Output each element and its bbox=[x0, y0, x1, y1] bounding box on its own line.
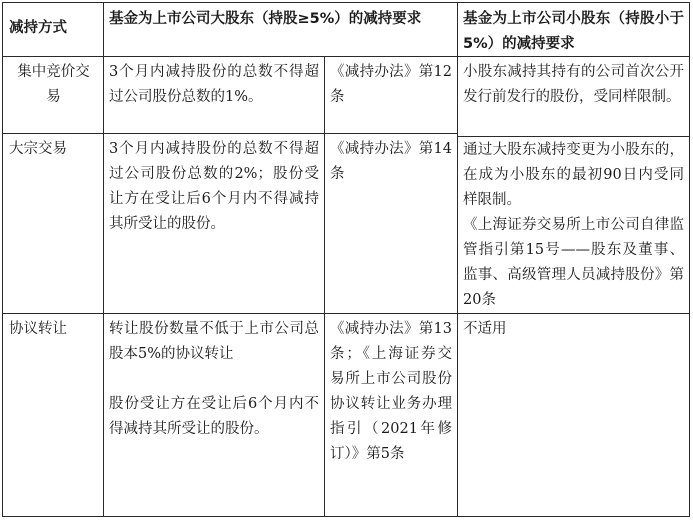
small-shareholder-note: 小股东减持其持有的公司首次公开发行前发行的股份，受同样限制。 bbox=[463, 64, 684, 105]
row-source: 《减持办法》第14条 bbox=[330, 141, 452, 182]
header-method: 减持方式 bbox=[9, 20, 67, 36]
row-requirement: 3个月内减持股份的总数不得超过公司股份总数的1%。 bbox=[109, 64, 319, 105]
table-rule bbox=[689, 2, 690, 517]
header-minor-shareholder: 基金为上市公司小股东（持股小于5%）的减持要求 bbox=[463, 11, 684, 52]
table-rule bbox=[2, 2, 3, 517]
row-method: 集中竞价交易 bbox=[17, 64, 90, 105]
header-major-shareholder: 基金为上市公司大股东（持股≥5%）的减持要求 bbox=[109, 11, 422, 27]
row-method: 协议转让 bbox=[9, 321, 67, 337]
row-method: 大宗交易 bbox=[9, 141, 67, 157]
table-rule bbox=[2, 516, 690, 517]
row-requirement: 转让股份数量不低于上市公司总股本5%的协议转让 股份受让方在受让后6个月内不得减持其所受让的股份。 bbox=[109, 321, 319, 437]
row-source: 《减持办法》第13条；《上海证券交易所上市公司股份协议转让业务办理指引（2021年修订）》第5条 bbox=[330, 321, 452, 462]
row-source: 《减持办法》第12条 bbox=[330, 64, 452, 105]
table-rule bbox=[2, 133, 457, 134]
table-rule bbox=[2, 2, 690, 3]
small-shareholder-note: 通过大股东减持变更为小股东的，在成为小股东的最初90日内受同样限制。 《上海证券交易所上市公司自律监管指引第15号——股东及董事、监事、高级管理人员减持股份》第20条 bbox=[463, 142, 684, 308]
row-requirement: 3个月内减持股份的总数不得超过公司股份总数的2%；股份受让方在受让后6个月内不得减持其所受让的股份。 bbox=[109, 141, 319, 232]
row-minor-requirement: 不适用 bbox=[463, 321, 507, 337]
